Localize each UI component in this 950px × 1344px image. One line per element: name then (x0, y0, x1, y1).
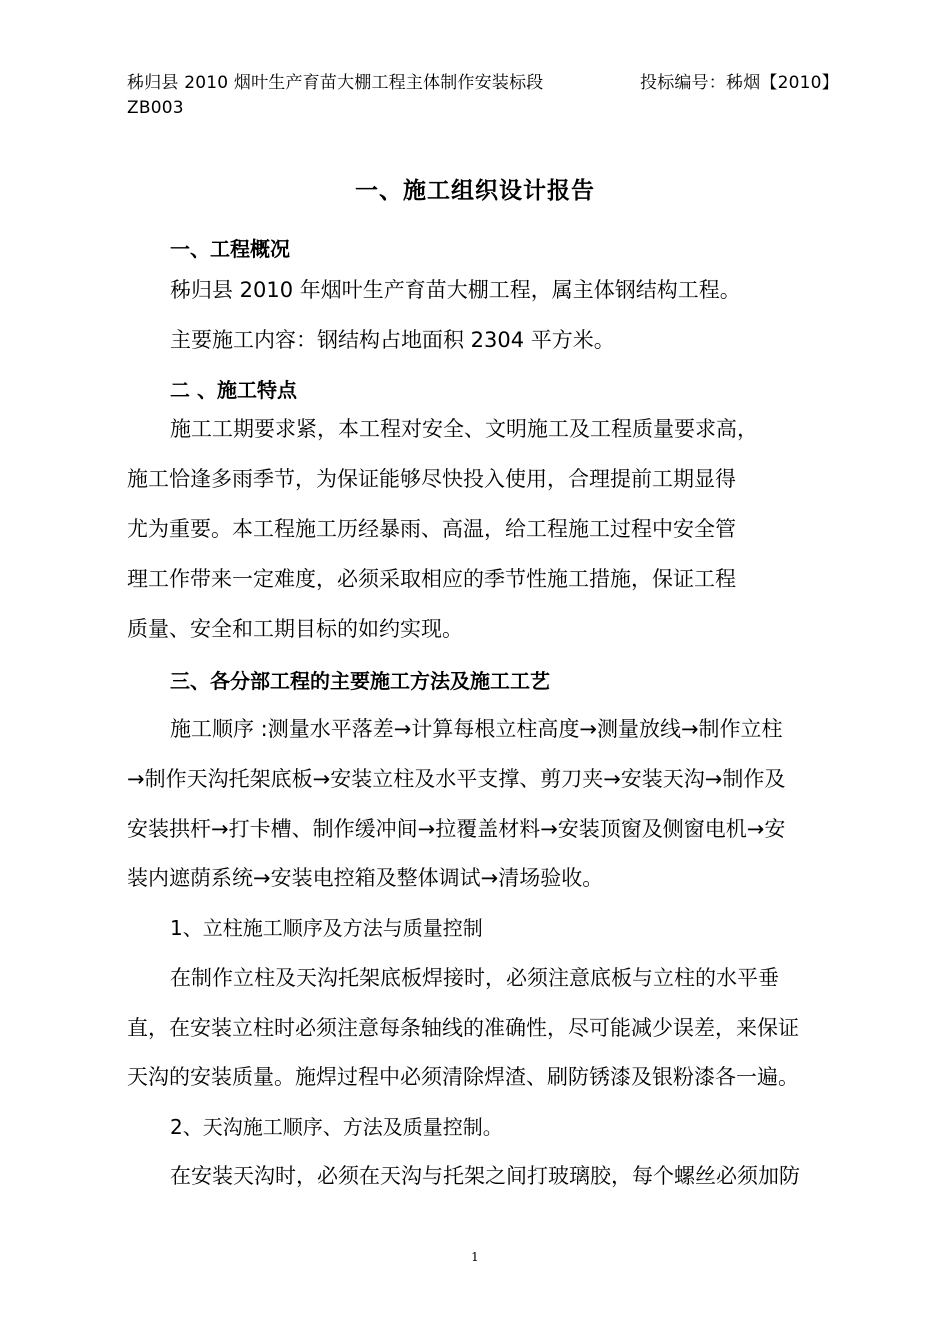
paragraph-line: 尤为重要。本工程施工历经暴雨、高温，给工程施工过程中安全管 (127, 517, 736, 541)
paragraph-line: 在安装天沟时，必须在天沟与托架之间打玻璃胶，每个螺丝必须加防 (170, 1164, 800, 1188)
header-project-name: 秭归县 2010 烟叶生产育苗大棚工程主体制作安装标段 (127, 73, 544, 93)
paragraph-line: 直，在安装立柱时必须注意每条轴线的准确性，尽可能减少误差，来保证 (127, 1016, 799, 1040)
paragraph-line: →制作天沟托架底板→安装立柱及水平支撑、剪刀夹→安装天沟→制作及 (127, 767, 786, 791)
paragraph-line: 装内遮荫系统→安装电控箱及整体调试→清场验收。 (127, 866, 604, 890)
section-heading-features: 二 、施工特点 (170, 378, 297, 402)
section-heading-methods: 三、各分部工程的主要施工方法及施工工艺 (170, 669, 550, 693)
page-number: 1 (471, 1250, 479, 1264)
paragraph-line: 主要施工内容：钢结构占地面积 2304 平方米。 (170, 328, 615, 352)
paragraph-line: 施工顺序 :测量水平落差→计算每根立柱高度→测量放线→制作立柱 (170, 717, 783, 741)
subsection-heading-columns: 1、立柱施工顺序及方法与质量控制 (170, 916, 483, 940)
document-title: 一、施工组织设计报告 (355, 178, 595, 204)
paragraph-line: 理工作带来一定难度，必须采取相应的季节性施工措施，保证工程 (127, 567, 736, 591)
section-heading-overview: 一、工程概况 (170, 237, 290, 261)
paragraph-line: 在制作立柱及天沟托架底板焊接时，必须注意底板与立柱的水平垂 (170, 966, 779, 990)
paragraph-line: 安装拱杆→打卡槽、制作缓冲间→拉覆盖材料→安装顶窗及侧窗电机→安 (127, 817, 786, 841)
paragraph-line: 秭归县 2010 年烟叶生产育苗大棚工程，属主体钢结构工程。 (170, 278, 741, 302)
header-bid-number: 投标编号：秭烟【2010】 (640, 73, 839, 93)
paragraph-line: 施工工期要求紧，本工程对安全、文明施工及工程质量要求高， (170, 417, 758, 441)
header-bid-code: ZB003 (127, 98, 184, 118)
subsection-heading-gutter: 2、天沟施工顺序、方法及质量控制。 (170, 1115, 503, 1139)
paragraph-line: 施工恰逢多雨季节，为保证能够尽快投入使用，合理提前工期显得 (127, 467, 736, 491)
paragraph-line: 质量、安全和工期目标的如约实现。 (127, 617, 463, 641)
paragraph-line: 天沟的安装质量。施焊过程中必须清除焊渣、刷防锈漆及银粉漆各一遍。 (127, 1065, 799, 1089)
